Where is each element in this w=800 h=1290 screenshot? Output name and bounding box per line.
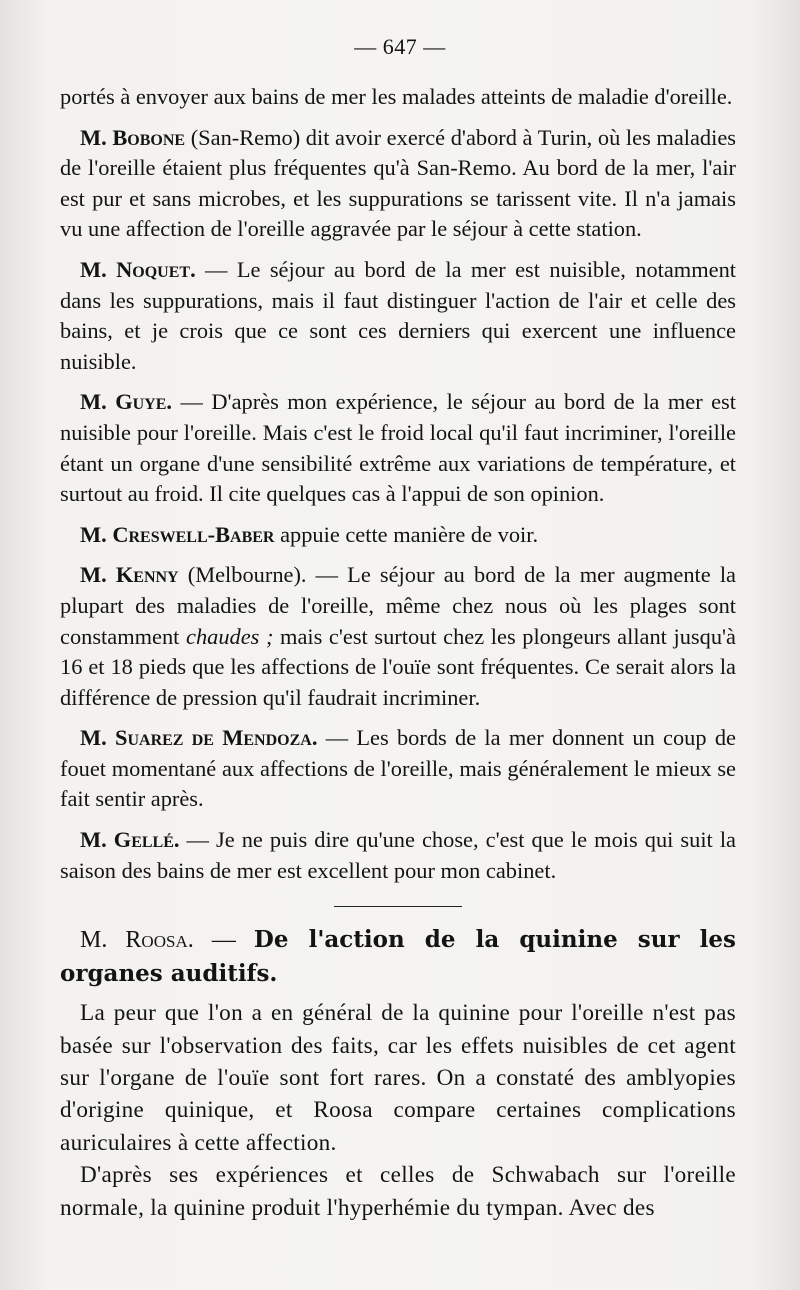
section-speaker: M. Roosa. xyxy=(80,927,194,954)
paragraph-text: — D'après mon expérience, le séjour au bord de la mer est nuisible pour l'oreille. Mais c'est le froid local qu'il faut incriminer, l'oreille étant un organe d'une sensibilité extrême aux variations de température, et surtout au froid. Il cite quelques cas à l'appui de son opinion. xyxy=(60,389,736,507)
page-body xyxy=(60,82,736,1224)
paragraph-text: (San-Remo) dit avoir exercé d'abord à Turin, où les maladies de l'oreille étaient plus fréquentes qu'à San-Remo. Au bord de la mer, l'air est pur et sans microbes, et les suppurations se tarissent vite. Il n'a jamais vu une affection de l'oreille aggravée par le séjour à cette station. xyxy=(60,124,736,242)
paragraph-text: — Je ne puis dire qu'une chose, c'est que le mois qui suit la saison des bains de mer est excellent pour mon cabinet. xyxy=(60,827,736,883)
section-title: De l'action de la quinine sur les organes auditifs. xyxy=(60,926,737,988)
paragraph-continuation xyxy=(60,82,736,113)
paragraph-text: portés à envoyer aux bains de mer les malades atteints de maladie d'oreille. xyxy=(60,84,733,109)
paragraph-suarez-de-mendoza xyxy=(60,723,736,815)
paragraph-text: — Les bords de la mer donnent un coup de fouet momentané aux affections de l'oreille, mais généralement le mieux se fait sentir après. xyxy=(60,725,736,812)
paragraph-gelle xyxy=(60,825,736,886)
speaker-name: M. Suarez de Mendoza. xyxy=(80,725,318,751)
section-paragraph: La peur que l'on a en général de la quinine pour l'oreille n'est pas basée sur l'observation des faits, car les effets nuisibles de cet agent sur l'organe de l'ouïe sont fort rares. On a constaté des amblyopies d'origine quinique, et Roosa compare certaines complications auriculaires à cette affection. xyxy=(60,1000,736,1156)
speaker-name: M. Noquet. xyxy=(80,256,196,282)
section-heading xyxy=(60,923,736,991)
paragraph-bobone xyxy=(60,123,736,245)
section-paragraph: D'après ses expériences et celles de Schwabach sur l'oreille normale, la quinine produit l'hyperhémie du tympan. Avec des xyxy=(60,1162,736,1221)
speaker-name: M. Guye. xyxy=(80,389,173,415)
italic-emphasis: chaudes ; xyxy=(186,623,274,649)
speaker-name: M. Gellé. xyxy=(80,827,180,853)
speaker-name: M. Creswell-Baber xyxy=(80,521,275,547)
speaker-name: M. Kenny xyxy=(80,562,179,588)
paragraph-text: — Le séjour au bord de la mer est nuisible, notamment dans les suppurations, mais il faut distinguer l'action de l'air et celle des bains, et je crois que ce sont ces derniers qui exercent une influence nuisible. xyxy=(60,256,736,374)
paragraph-text: appuie cette manière de voir. xyxy=(274,521,539,547)
paragraph-text-after: mais c'est surtout chez les plongeurs allant jusqu'à 16 et 18 pieds que les affections de l'ouïe sont fréquentes. Ce serait alors la différence de pression qu'il faudrait incriminer. xyxy=(60,623,736,710)
paragraph-kenny xyxy=(60,560,736,713)
paragraph-guye xyxy=(60,387,736,509)
paragraph-noquet xyxy=(60,255,736,377)
page-number: — 647 — xyxy=(354,34,446,59)
paragraph-text: (Melbourne). — Le séjour au bord de la mer augmente la plupart des maladies de l'oreille, même chez nous où les plages sont constamment xyxy=(60,562,736,649)
section-dash: — xyxy=(193,927,254,954)
speaker-name: M. Bobone xyxy=(80,124,186,150)
section-divider xyxy=(334,906,462,907)
paragraph-creswell-baber xyxy=(60,520,736,551)
